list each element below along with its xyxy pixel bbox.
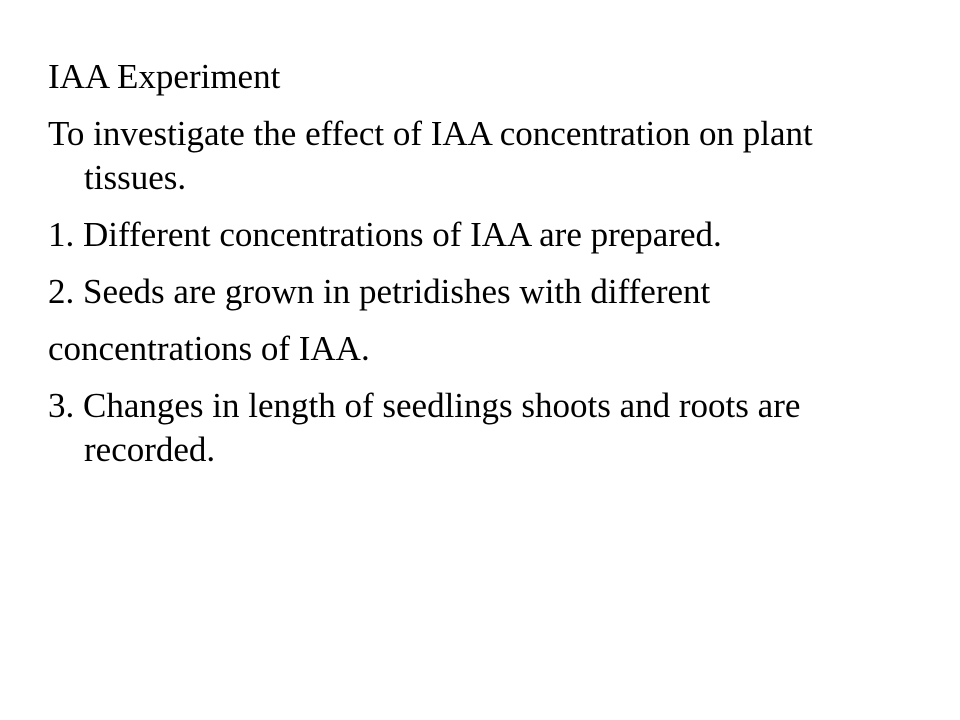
slide-content	[48, 55, 918, 485]
step-3-text: 3. Changes in length of seedlings shoots and roots are recorded.	[48, 386, 801, 469]
step-1-text: 1. Different concentrations of IAA are prepared.	[48, 215, 722, 254]
slide-title: IAA Experiment	[48, 57, 281, 96]
step-2-text: 2. Seeds are grown in petridishes with different	[48, 272, 711, 311]
objective-text: To investigate the effect of IAA concentration on plant tissues.	[48, 114, 813, 197]
step-2-continuation-text: concentrations of IAA.	[48, 329, 370, 368]
